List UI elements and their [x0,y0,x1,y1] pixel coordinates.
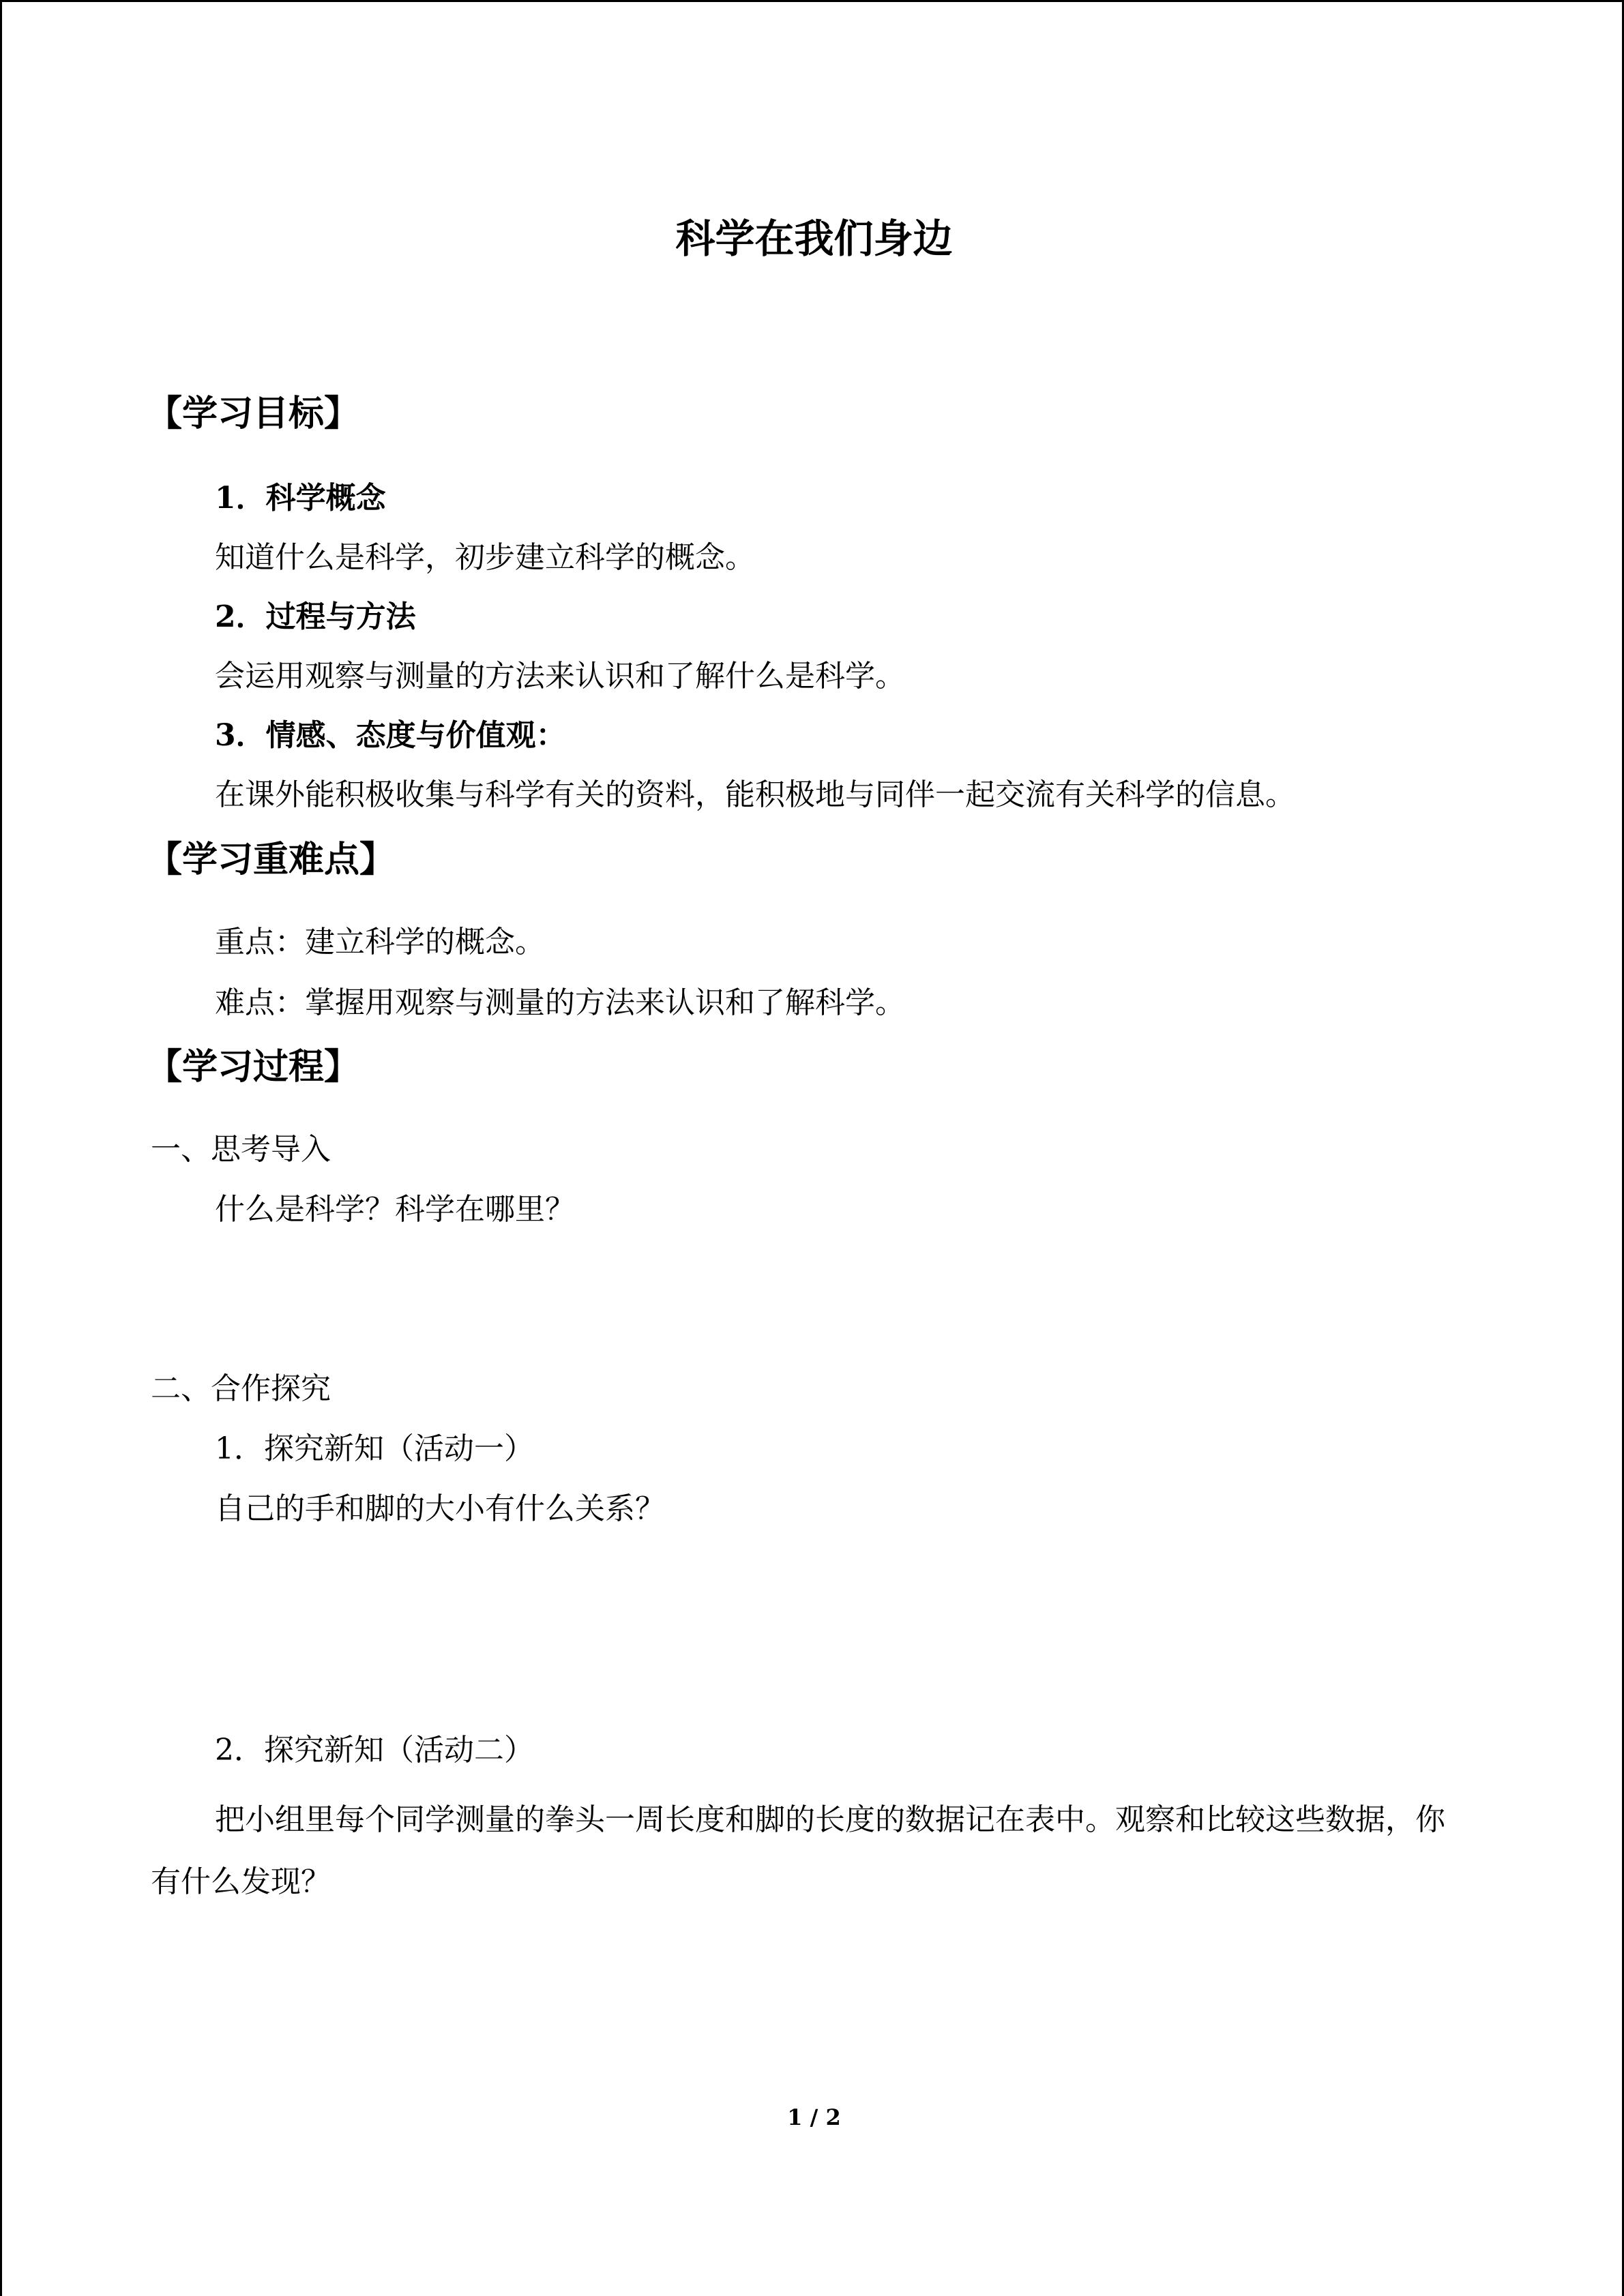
activity-2-text: 把小组里每个同学测量的拳头一周长度和脚的长度的数据记在表中。观察和比较这些数据，你有什么发现？ [151,1802,1445,1899]
section-heading-objectives: 【学习目标】 [147,393,360,434]
objective-1-title: 1．科学概念 [215,481,386,516]
objective-2-text: 会运用观察与测量的方法来认识和了解什么是科学。 [215,659,905,694]
difficulty-text: 难点：掌握用观察与测量的方法来认识和了解科学。 [215,985,905,1020]
part-1-title: 一、思考导入 [151,1132,331,1167]
document-title: 科学在我们身边 [675,215,953,262]
objective-1-text: 知道什么是科学，初步建立科学的概念。 [215,540,755,575]
part-1-text: 什么是科学？科学在哪里？ [215,1192,575,1227]
objective-2-title: 2．过程与方法 [215,599,416,634]
section-heading-process: 【学习过程】 [147,1046,360,1088]
activity-1-text: 自己的手和脚的大小有什么关系？ [215,1491,665,1526]
objective-3-title: 3．情感、态度与价值观： [215,718,566,753]
activity-2-title: 2．探究新知（活动二） [215,1733,534,1768]
section-heading-key-points: 【学习重难点】 [147,839,396,880]
activity-1-title: 1．探究新知（活动一） [215,1431,534,1466]
part-2-title: 二、合作探究 [151,1371,331,1406]
key-point-text: 重点：建立科学的概念。 [215,925,545,959]
objective-3-text: 在课外能积极收集与科学有关的资料，能积极地与同伴一起交流有关科学的信息。 [215,777,1295,812]
page-number: 1 / 2 [787,2104,841,2130]
